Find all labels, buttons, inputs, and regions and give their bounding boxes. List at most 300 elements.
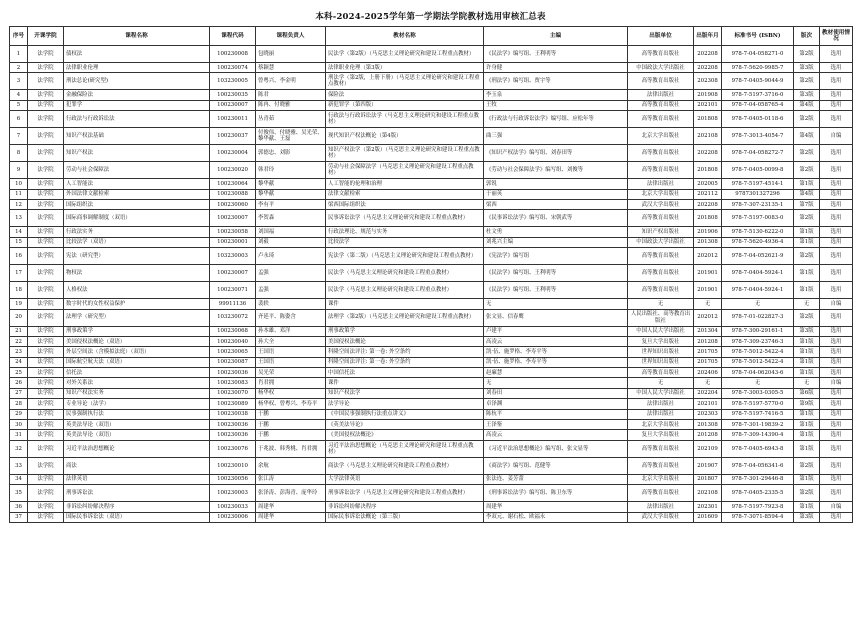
publish-date-cell: 202112 [694,189,722,199]
college-cell: 法学院 [28,73,64,90]
publisher-cell: 复旦大学出版社 [628,336,694,346]
edition-cell: 第1版 [794,430,820,440]
publisher-cell: 无 [628,378,694,388]
publish-date-cell: 无 [694,378,722,388]
course-name-cell: 法理学（研究型） [64,309,210,326]
edition-cell: 第3版 [794,326,820,336]
course-code-cell: 100230010 [210,457,256,474]
textbook-name-cell: 刑法学（第2版，上册下册）（马克思主义理论研究和建设工程重点教材） [326,73,484,90]
isbn-cell: 978-7-5130-6222-0 [722,227,794,237]
publish-date-cell: 201705 [694,347,722,357]
usage-cell: 选用 [820,90,853,100]
textbook-name-cell: 科隆空间法评注: 第一卷: 外空条约 [326,357,484,367]
college-cell: 法学院 [28,265,64,282]
table-row [10,485,853,502]
college-cell: 法学院 [28,237,64,247]
publish-date-cell: 202108 [694,485,722,502]
table-row [10,128,853,145]
course-name-cell: 行政法与行政诉讼法 [64,111,210,128]
textbook-name-cell: 行政法与行政诉讼法学（马克思主义理论研究和建设工程重点教材） [326,111,484,128]
course-code-cell: 100230007 [210,210,256,227]
usage-cell: 选用 [820,326,853,336]
publish-date-cell: 201208 [694,336,722,346]
publisher-cell: 法律出版社 [628,399,694,409]
edition-cell: 第3版 [794,90,820,100]
publisher-cell: 无 [628,299,694,309]
isbn-cell: 978-7-04-056341-6 [722,457,794,474]
publish-date-cell: 202301 [694,502,722,512]
course-lead-cell: 陈冉、付晓雅 [256,100,326,110]
isbn-cell: 978-7-04-058271-0 [722,46,794,63]
edition-cell: 第1版 [794,265,820,282]
table-row [10,457,853,474]
textbook-name-cell: 科隆空间法评注: 第一卷: 外空条约 [326,347,484,357]
header-cell: 版次 [794,27,820,46]
publisher-cell: 北京大学出版社 [628,128,694,145]
course-code-cell: 100230008 [210,46,256,63]
course-lead-cell: 孙大全 [256,336,326,346]
usage-cell: 选用 [820,199,853,209]
publish-date-cell: 202005 [694,179,722,189]
course-name-cell: 法律英语 [64,474,210,484]
table-row [10,111,853,128]
course-lead-cell: 于鹏 [256,430,326,440]
course-code-cell: 100230068 [210,326,256,336]
publisher-cell: 复旦大学出版社 [628,430,694,440]
edition-cell: 第1版 [794,347,820,357]
publish-date-cell: 201906 [694,227,722,237]
table-body [10,46,853,523]
isbn-cell: 9787301327296 [722,189,794,199]
isbn-cell: 978-7-3013-4054-7 [722,128,794,145]
usage-cell: 选用 [820,210,853,227]
course-lead-cell: 于鹏 [256,409,326,419]
course-code-cell: 100230007 [210,100,256,110]
isbn-cell: 978-7-309-14390-4 [722,430,794,440]
usage-cell: 选用 [820,265,853,282]
college-cell: 法学院 [28,420,64,430]
college-cell: 法学院 [28,63,64,73]
publish-date-cell: 202406 [694,368,722,378]
course-lead-cell: 韩君玲 [256,162,326,179]
course-code-cell: 100230036 [210,430,256,440]
publish-date-cell: 201908 [694,90,722,100]
college-cell: 法学院 [28,189,64,199]
college-cell: 法学院 [28,430,64,440]
header-cell: 主编 [484,27,628,46]
edition-cell: 无 [794,299,820,309]
isbn-cell: 978-7-0405-0118-6 [722,111,794,128]
publish-date-cell: 201907 [694,457,722,474]
editor-cell: 《知识产权法学》编写组、刘春田等 [484,145,628,162]
edition-cell: 第1版 [794,179,820,189]
textbook-name-cell: 课件 [326,299,484,309]
editor-cell: 周建华 [484,502,628,512]
edition-cell: 第1版 [794,409,820,419]
course-code-cell: 99911136 [210,299,256,309]
usage-cell: 选用 [820,347,853,357]
editor-cell: 李玉泉 [484,90,628,100]
course-name-cell: 物权法 [64,265,210,282]
textbook-name-cell: 民法学（第2版）（马克思主义理论研究和建设工程重点教材） [326,46,484,63]
textbook-name-cell: 法理学（第2版）（马克思主义理论研究和建设工程重点教材） [326,309,484,326]
course-code-cell: 100230036 [210,368,256,378]
table-row [10,430,853,440]
course-lead-cell: 周建华 [256,502,326,512]
textbook-name-cell: 刑事诉讼法学（马克思主义理论研究和建设工程重点教材） [326,485,484,502]
row-number: 25 [10,368,28,378]
edition-cell: 第4版 [794,100,820,110]
isbn-cell: 978-7-5197-3716-0 [722,90,794,100]
usage-cell: 选用 [820,100,853,110]
isbn-cell: 978-7-309-23746-3 [722,336,794,346]
course-code-cell: 100230040 [210,336,256,346]
editor-cell: 王泽鉴 [484,420,628,430]
edition-cell: 第4版 [794,128,820,145]
isbn-cell: 978-7-0405-9044-9 [722,73,794,90]
usage-cell: 选用 [820,336,853,346]
publish-date-cell: 201808 [694,162,722,179]
course-name-cell: 法律职业伦理 [64,63,210,73]
publish-date-cell: 202012 [694,309,722,326]
edition-cell: 第6版 [794,388,820,398]
editor-cell: 赵廉慧 [484,368,628,378]
publish-date-cell: 202303 [694,409,722,419]
editor-cell: 《民事诉讼法学》编写组、宋朝武等 [484,210,628,227]
isbn-cell: 978-7-04-052621-9 [722,248,794,265]
publisher-cell: 高等教育出版社 [628,282,694,299]
course-lead-cell: 裴轶 [256,299,326,309]
publish-date-cell: 202208 [694,46,722,63]
publish-date-cell: 201705 [694,357,722,367]
isbn-cell: 978-7-0405-6943-8 [722,440,794,457]
textbook-name-cell: 商法学（马克思主义理论研究和建设工程重点教材） [326,457,484,474]
row-number: 5 [10,100,28,110]
edition-cell: 第2版 [794,309,820,326]
course-name-cell: 国际航空航天法（双语） [64,357,210,367]
publisher-cell: 中国政法大学出版社 [628,237,694,247]
college-cell: 法学院 [28,409,64,419]
publisher-cell: 高等教育出版社 [628,485,694,502]
course-code-cell: 100230089 [210,399,256,409]
publisher-cell: 高等教育出版社 [628,111,694,128]
edition-cell: 第2版 [794,73,820,90]
course-code-cell: 103230003 [210,248,256,265]
row-number: 12 [10,199,28,209]
college-cell: 法学院 [28,357,64,367]
publish-date-cell: 202108 [694,128,722,145]
college-cell: 法学院 [28,145,64,162]
course-code-cell: 100230083 [210,378,256,388]
course-lead-cell: 孟强 [256,282,326,299]
course-code-cell: 103230005 [210,73,256,90]
edition-cell: 第2版 [794,457,820,474]
usage-cell: 选用 [820,430,853,440]
college-cell: 法学院 [28,227,64,237]
publisher-cell: 武汉大学出版社 [628,512,694,522]
course-lead-cell: 于鹏 [256,420,326,430]
course-name-cell: 知识产权法 [64,145,210,162]
college-cell: 法学院 [28,309,64,326]
course-lead-cell: 郭德忠、刘影 [256,145,326,162]
publisher-cell: 北京大学出版社 [628,420,694,430]
publisher-cell: 中国政法大学出版社 [628,63,694,73]
textbook-name-cell: 人工智能的伦理和治理 [326,179,484,189]
edition-cell: 第2版 [794,485,820,502]
table-row [10,512,853,522]
publish-date-cell: 201609 [694,512,722,522]
isbn-cell: 978-7-301-19839-2 [722,420,794,430]
table-row [10,474,853,484]
isbn-cell: 978-7-04-058765-4 [722,100,794,110]
row-number: 17 [10,265,28,282]
table-row [10,237,853,247]
row-number: 13 [10,210,28,227]
textbook-name-cell: 知识产权法学 [326,388,484,398]
course-name-cell: 国际民事诉讼法（双语） [64,512,210,522]
course-name-cell: 债权法 [64,46,210,63]
publisher-cell: 高等教育出版社 [628,145,694,162]
course-lead-cell: 孟强 [256,265,326,282]
publish-date-cell: 202208 [694,63,722,73]
course-code-cell: 100230011 [210,111,256,128]
publish-date-cell: 无 [694,299,722,309]
row-number: 23 [10,347,28,357]
row-number: 7 [10,128,28,145]
college-cell: 法学院 [28,457,64,474]
course-code-cell: 100230065 [210,347,256,357]
document-title: 本科-2024-2025学年第一学期法学院教材选用审核汇总表 [315,12,546,22]
editor-cell: 《习近平法治思想概论》编写组、张文显等 [484,440,628,457]
textbook-name-cell: 现代知识产权法概论（第4版） [326,128,484,145]
editor-cell: 《商法学》编写组、范健等 [484,457,628,474]
row-number: 24 [10,357,28,367]
publish-date-cell: 201901 [694,265,722,282]
usage-cell: 选用 [820,309,853,326]
course-name-cell: 犯罪学 [64,100,210,110]
usage-cell: 选用 [820,179,853,189]
usage-cell: 自编 [820,378,853,388]
edition-cell: 第1版 [794,336,820,346]
course-lead-cell: 张江涛 [256,474,326,484]
table-row [10,199,853,209]
course-name-cell: 宪法（研究型） [64,248,210,265]
course-name-cell: 对外关系法 [64,378,210,388]
publisher-cell: 知识产权出版社 [628,227,694,237]
header-cell: 标准书号 (ISBN) [722,27,794,46]
college-cell: 法学院 [28,210,64,227]
isbn-cell: 978-7-5197-4514-1 [722,179,794,189]
course-lead-cell: 李贺森 [256,210,326,227]
isbn-cell: 978-7-04-062043-6 [722,368,794,378]
publish-date-cell: 202208 [694,199,722,209]
course-name-cell: 外层空间法（含模拟法庭）（双语） [64,347,210,357]
editor-cell: 高凌云 [484,336,628,346]
row-number: 34 [10,474,28,484]
edition-cell: 第3版 [794,63,820,73]
course-name-cell: 人工智能法 [64,179,210,189]
editor-cell: 无 [484,299,628,309]
usage-cell: 自编 [820,299,853,309]
publisher-cell: 法律出版社 [628,409,694,419]
publish-date-cell: 201807 [694,474,722,484]
table-row [10,378,853,388]
table-row [10,502,853,512]
college-cell: 法学院 [28,512,64,522]
edition-cell: 第1版 [794,237,820,247]
header-cell: 出版年月 [694,27,722,46]
usage-cell: 选用 [820,368,853,378]
course-lead-cell: 王国语 [256,357,326,367]
isbn-cell: 无 [722,299,794,309]
isbn-cell: 978-7-301-29446-8 [722,474,794,484]
editor-cell: 卢建平 [484,326,628,336]
usage-cell: 选用 [820,227,853,237]
editor-cell: 卓泽渊 [484,399,628,409]
isbn-cell: 978-7-5197-7923-8 [722,502,794,512]
edition-cell: 第1版 [794,440,820,457]
course-code-cell: 100230001 [210,237,256,247]
course-lead-cell: 陈君 [256,90,326,100]
textbook-name-cell: 非诉讼纠纷解决程序 [326,502,484,512]
edition-cell: 第1版 [794,368,820,378]
publish-date-cell: 201808 [694,111,722,128]
course-lead-cell: 孙本雄、邓洋 [256,326,326,336]
college-cell: 法学院 [28,347,64,357]
table-row [10,357,853,367]
header-cell: 序号 [10,27,28,46]
table-row [10,399,853,409]
isbn-cell: 978-7-3071-8594-4 [722,512,794,522]
usage-cell: 自编 [820,128,853,145]
table-row [10,368,853,378]
college-cell: 法学院 [28,46,64,63]
publisher-cell: 中国人民大学出版社 [628,326,694,336]
edition-cell: 第7版 [794,199,820,209]
row-number: 3 [10,73,28,90]
textbook-table [9,26,853,523]
publisher-cell: 法律出版社 [628,179,694,189]
publish-date-cell: 201308 [694,420,722,430]
course-name-cell: 劳动与社会保障法 [64,162,210,179]
usage-cell: 选用 [820,237,853,247]
publisher-cell: 人民出版社、高等教育出版社 [628,309,694,326]
edition-cell: 第1版 [794,474,820,484]
textbook-name-cell: 比较法学 [326,237,484,247]
isbn-cell: 978-7-5197-5770-0 [722,399,794,409]
row-number: 2 [10,63,28,73]
editor-cell: 于丽英 [484,189,628,199]
row-number: 27 [10,388,28,398]
course-code-cell: 100230004 [210,145,256,162]
course-lead-cell: 余航 [256,457,326,474]
textbook-name-cell: 新犯罪学（第四版） [326,100,484,110]
publisher-cell: 高等教育出版社 [628,162,694,179]
course-lead-cell: 王国语 [256,347,326,357]
publisher-cell: 高等教育出版社 [628,210,694,227]
textbook-name-cell: 《中国民事强制执行法重点讲义》 [326,409,484,419]
course-name-cell: 刑事政策学 [64,326,210,336]
publisher-cell: 高等教育出版社 [628,368,694,378]
edition-cell: 第2版 [794,162,820,179]
course-name-cell: 比较法学（双语） [64,237,210,247]
textbook-name-cell: 法律文献检索 [326,189,484,199]
course-code-cell: 103230072 [210,309,256,326]
textbook-name-cell: 习近平法治思想概论（马克思主义理论研究和建设工程重点教材） [326,440,484,457]
textbook-name-cell: 劳动与社会保障法学（马克思主义理论研究和建设工程重点教材） [326,162,484,179]
header-cell: 出版单位 [628,27,694,46]
isbn-cell: 978-7-01-022827-3 [722,309,794,326]
table-row [10,248,853,265]
editor-cell: 《刑法学》编写组、贾宇等 [484,73,628,90]
usage-cell: 选用 [820,440,853,457]
course-name-cell: 国际组织法 [64,199,210,209]
college-cell: 法学院 [28,282,64,299]
course-code-cell: 100230020 [210,162,256,179]
college-cell: 法学院 [28,100,64,110]
isbn-cell: 978-7-5620-9985-7 [722,63,794,73]
table-row [10,326,853,336]
row-number: 4 [10,90,28,100]
usage-cell: 选用 [820,189,853,199]
course-code-cell: 100230036 [210,420,256,430]
course-code-cell: 100230003 [210,485,256,502]
textbook-name-cell: 美国侵权法概论 [326,336,484,346]
publisher-cell: 世界知识出版社 [628,357,694,367]
edition-cell: 第3版 [794,512,820,522]
publisher-cell: 世界知识出版社 [628,347,694,357]
editor-cell: 《刑事诉讼法学》编写组、陈卫东等 [484,485,628,502]
publisher-cell: 高等教育出版社 [628,100,694,110]
college-cell: 法学院 [28,90,64,100]
header-cell: 开课学院 [28,27,64,46]
course-name-cell: 外国法律文献检索 [64,189,210,199]
usage-cell: 选用 [820,474,853,484]
course-code-cell: 100230058 [210,227,256,237]
table-row [10,309,853,326]
usage-cell: 选用 [820,282,853,299]
row-number: 37 [10,512,28,522]
row-number: 28 [10,399,28,409]
row-number: 11 [10,189,28,199]
table-row [10,46,853,63]
table-row [10,440,853,457]
course-code-cell: 100230007 [210,265,256,282]
textbook-name-cell: 民法学（马克思主义理论研究和建设工程重点教材） [326,265,484,282]
course-code-cell: 100230088 [210,189,256,199]
college-cell: 法学院 [28,199,64,209]
college-cell: 法学院 [28,336,64,346]
isbn-cell: 978-7-0405-2335-5 [722,485,794,502]
row-number: 26 [10,378,28,388]
course-lead-cell: 蔡颖慧 [256,63,326,73]
course-lead-cell: 李有平 [256,199,326,209]
textbook-name-cell: 保险法 [326,90,484,100]
course-lead-cell: 包晓丽 [256,46,326,63]
course-lead-cell: 周建华 [256,512,326,522]
edition-cell: 第2版 [794,111,820,128]
editor-cell: 张法连、姜芳蕾 [484,474,628,484]
course-name-cell: 刑法总论(研究型) [64,73,210,90]
course-code-cell: 100230071 [210,282,256,299]
usage-cell: 选用 [820,485,853,502]
course-name-cell: 知识产权法基础 [64,128,210,145]
editor-cell: 刘兆兴主编 [484,237,628,247]
usage-cell: 选用 [820,457,853,474]
header-cell: 课程负责人 [256,27,326,46]
usage-cell: 自编 [820,502,853,512]
college-cell: 法学院 [28,248,64,265]
